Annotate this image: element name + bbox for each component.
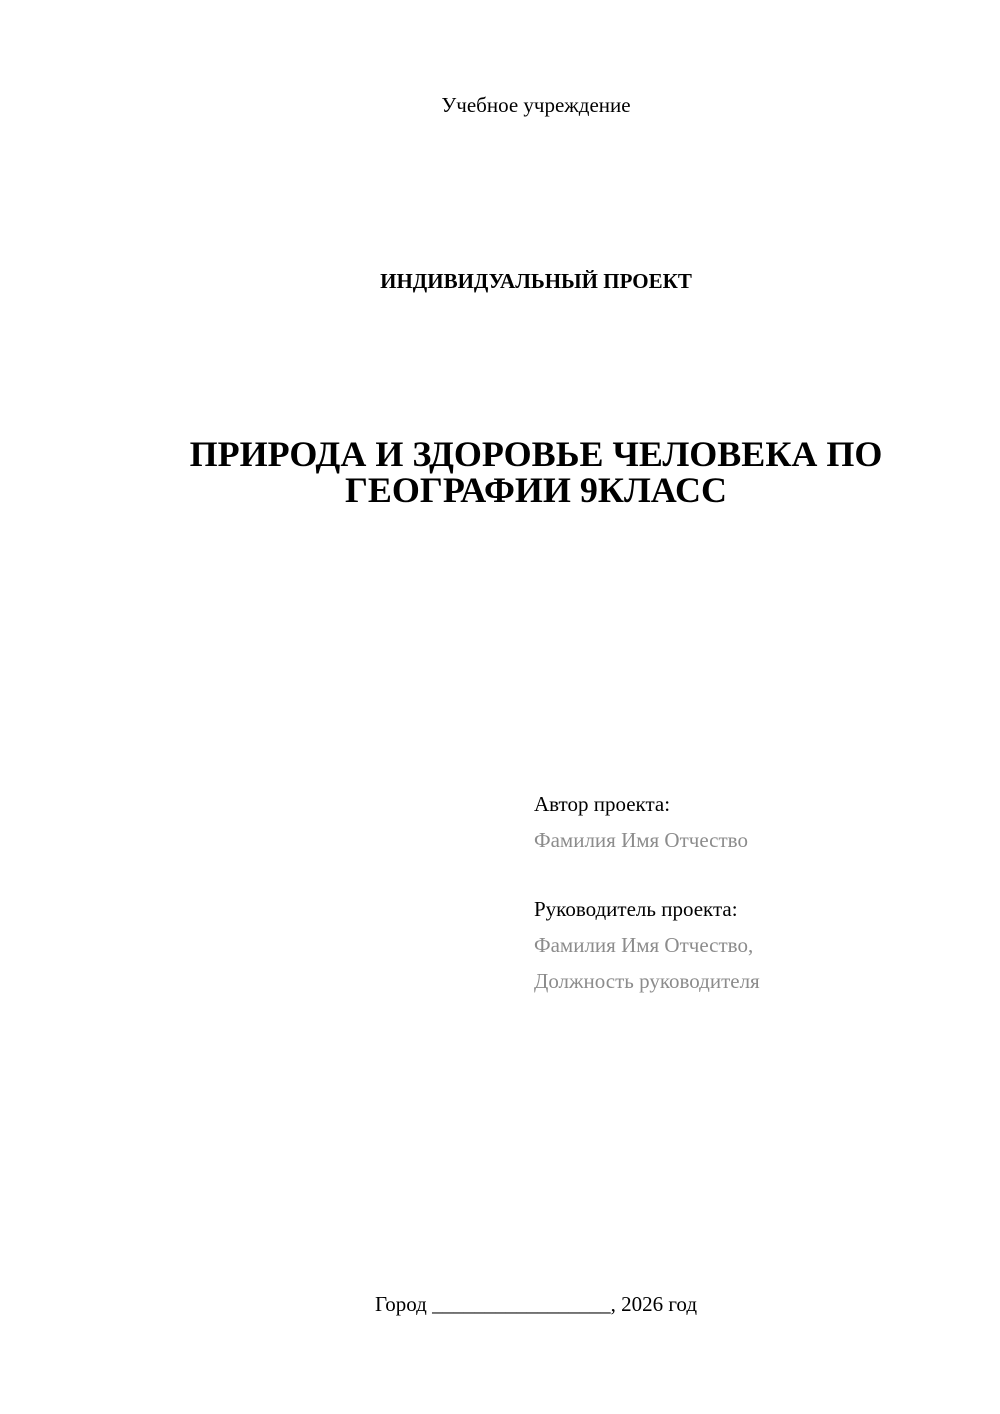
- institution-name: Учебное учреждение: [441, 93, 631, 117]
- supervisor-position: Должность руководителя: [534, 969, 760, 993]
- author-block: [534, 786, 748, 858]
- document-type: ИНДИВИДУАЛЬНЫЙ ПРОЕКТ: [380, 269, 692, 293]
- author-label: Автор проекта:: [534, 792, 671, 816]
- supervisor-name: Фамилия Имя Отчество,: [534, 933, 754, 957]
- author-name: Фамилия Имя Отчество: [534, 828, 748, 852]
- supervisor-block: [534, 891, 760, 999]
- city-year-line: Город _________________, 2026 год: [374, 1292, 698, 1316]
- project-title: [0, 436, 1000, 508]
- project-title-line-2: ГЕОГРАФИИ 9КЛАСС: [345, 470, 727, 510]
- supervisor-label: Руководитель проекта:: [534, 897, 738, 921]
- project-title-line-1: ПРИРОДА И ЗДОРОВЬЕ ЧЕЛОВЕКА ПО: [189, 434, 883, 474]
